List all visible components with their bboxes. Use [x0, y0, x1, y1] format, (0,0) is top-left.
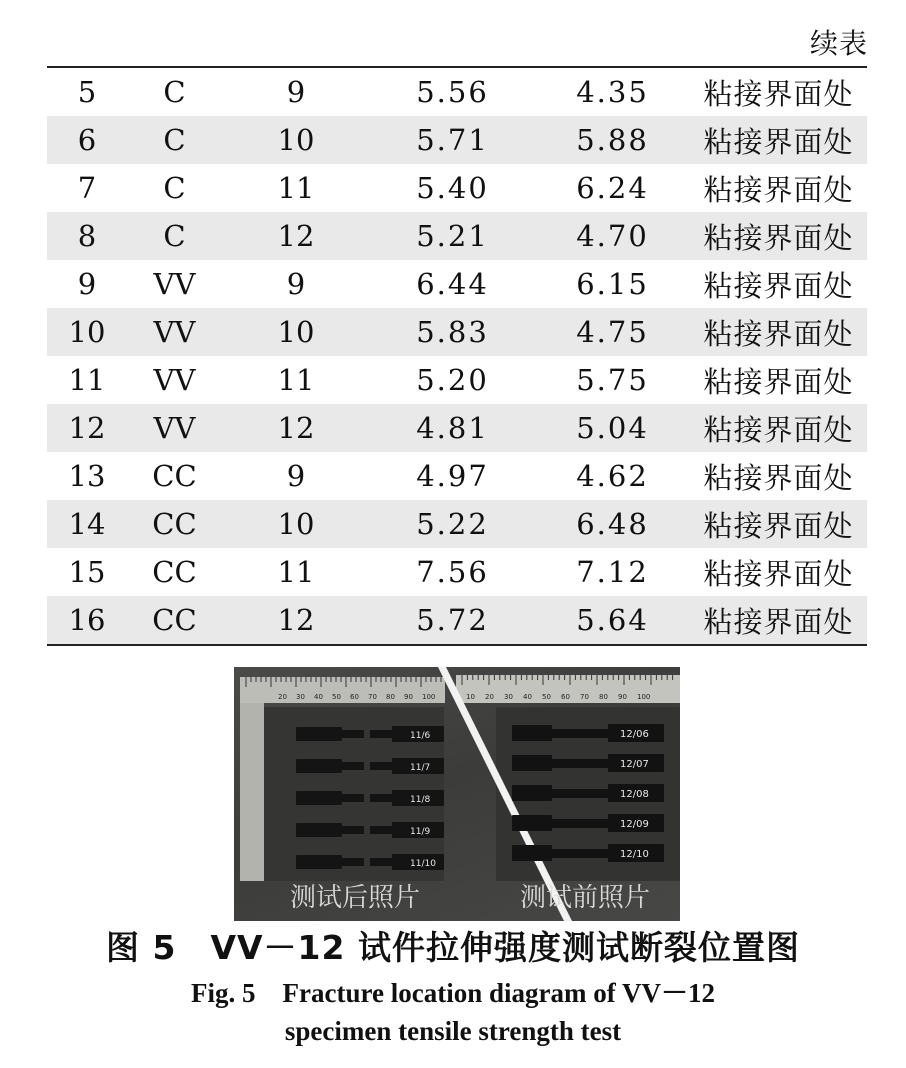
- ruler-tick-label: 20: [278, 693, 287, 701]
- table-cell-v2: 6.48: [576, 507, 649, 541]
- table-cell-v1: 5.72: [416, 603, 489, 637]
- table-cell-specimen: 9: [286, 267, 306, 301]
- table-cell-location: 粘接界面处: [703, 124, 854, 159]
- table-cell-no: 7: [77, 171, 97, 205]
- specimen-left-neck: [342, 794, 364, 802]
- ruler-tick-label: 70: [580, 693, 589, 701]
- specimen-left-neck: [342, 730, 364, 738]
- table-row: [47, 68, 867, 116]
- table-cell-group: C: [163, 219, 186, 253]
- table-cell-no: 16: [68, 603, 106, 637]
- table-cell-location: 粘接界面处: [703, 364, 854, 399]
- table-cell-no: 13: [68, 459, 106, 493]
- specimen-left-part: [296, 823, 342, 837]
- table-cell-no: 15: [68, 555, 106, 589]
- table-cell-specimen: 12: [277, 411, 315, 445]
- specimen-label: 12/06: [620, 729, 649, 740]
- specimen-gauge: [552, 759, 608, 768]
- specimen-right-neck: [370, 826, 392, 834]
- table-cell-v2: 5.64: [576, 603, 649, 637]
- table-cell-group: C: [163, 171, 186, 205]
- table-cell-location: 粘接界面处: [703, 604, 854, 639]
- ruler-tick-label: 20: [485, 693, 494, 701]
- table-cell-v1: 5.56: [416, 75, 489, 109]
- ruler-tick-label: 60: [561, 693, 570, 701]
- figure-caption-en-line2: specimen tensile strength test: [284, 1016, 622, 1046]
- table-row: [47, 596, 867, 644]
- specimen-left-part: [296, 727, 342, 741]
- specimen-left-part: [296, 791, 342, 805]
- table-cell-group: VV: [153, 315, 196, 349]
- table-cell-no: 10: [68, 315, 106, 349]
- specimen-right-neck: [370, 730, 392, 738]
- table-cell-group: CC: [152, 603, 197, 637]
- table-cell-no: 6: [77, 123, 97, 157]
- specimen-right-neck: [370, 858, 392, 866]
- specimen-label: 11/7: [410, 763, 431, 773]
- table-cell-location: 粘接界面处: [703, 556, 854, 591]
- specimen-left-neck: [342, 826, 364, 834]
- specimen-left-part: [296, 855, 342, 869]
- table-cell-v2: 4.35: [576, 75, 649, 109]
- table-row: [47, 452, 867, 500]
- ruler-vertical: [240, 703, 264, 881]
- table-cell-location: 粘接界面处: [703, 508, 854, 543]
- specimen-left-neck: [342, 858, 364, 866]
- table-cell-v1: 5.71: [416, 123, 489, 157]
- table-row: [47, 164, 867, 212]
- ruler-tick-label: 10: [466, 693, 475, 701]
- table-cell-v1: 6.44: [416, 267, 489, 301]
- table-cell-group: C: [163, 123, 186, 157]
- specimen-label: 12/07: [620, 759, 649, 770]
- table-cell-location: 粘接界面处: [703, 412, 854, 447]
- ruler-tick-label: 40: [314, 693, 323, 701]
- table-cell-no: 12: [68, 411, 106, 445]
- table-row: [47, 260, 867, 308]
- specimen-grip-left: [512, 785, 552, 801]
- specimen-label: 12/08: [620, 789, 649, 800]
- table-cell-v2: 4.62: [576, 459, 649, 493]
- table-cell-v1: 5.21: [416, 219, 489, 253]
- specimen-label: 11/8: [410, 795, 431, 805]
- table-cell-v1: 5.20: [416, 363, 489, 397]
- table-cell-no: 5: [77, 75, 97, 109]
- photo-caption-after: 测试后照片: [290, 883, 421, 913]
- ruler-tick-label: 50: [332, 693, 341, 701]
- table-cell-v1: 5.22: [416, 507, 489, 541]
- table-cell-v2: 5.04: [576, 411, 649, 445]
- table-cell-v2: 4.70: [576, 219, 649, 253]
- continued-table-label: 续表: [809, 27, 868, 60]
- specimen-left-neck: [342, 762, 364, 770]
- table-cell-group: CC: [152, 459, 197, 493]
- figure-caption-cn: 图 5 VV－12 试件拉伸强度测试断裂位置图: [106, 928, 800, 967]
- table-row: [47, 356, 867, 404]
- table-cell-specimen: 11: [277, 555, 315, 589]
- table-cell-location: 粘接界面处: [703, 172, 854, 207]
- specimen-photo: [234, 667, 680, 921]
- table-cell-v2: 7.12: [576, 555, 649, 589]
- table-row: [47, 308, 867, 356]
- table-cell-v2: 6.24: [576, 171, 649, 205]
- ruler-tick-label: 40: [523, 693, 532, 701]
- ruler-tick-label: 30: [504, 693, 513, 701]
- specimen-gauge: [552, 789, 608, 798]
- table-cell-v2: 5.75: [576, 363, 649, 397]
- ruler-tick-label: 70: [368, 693, 377, 701]
- specimen-gauge: [552, 849, 608, 858]
- table-cell-no: 14: [68, 507, 106, 541]
- specimen-grip-left: [512, 755, 552, 771]
- table-cell-group: VV: [153, 411, 196, 445]
- table-cell-specimen: 9: [286, 75, 306, 109]
- table-cell-specimen: 11: [277, 171, 315, 205]
- table-cell-specimen: 12: [277, 603, 315, 637]
- table-cell-no: 8: [77, 219, 97, 253]
- specimen-left-part: [296, 759, 342, 773]
- specimen-grip-left: [512, 845, 552, 861]
- specimen-gauge: [552, 819, 608, 828]
- table-row: [47, 404, 867, 452]
- table-cell-group: VV: [153, 363, 196, 397]
- specimen-label: 12/10: [620, 849, 649, 860]
- ruler-tick-label: 30: [296, 693, 305, 701]
- ruler-tick-label: 100: [637, 693, 651, 701]
- table-cell-no: 11: [68, 363, 106, 397]
- specimen-grip-left: [512, 725, 552, 741]
- ruler-tick-label: 60: [350, 693, 359, 701]
- photo-caption-before: 测试前照片: [520, 883, 651, 913]
- ruler-tick-label: 50: [542, 693, 551, 701]
- table-cell-group: VV: [153, 267, 196, 301]
- table-row: [47, 116, 867, 164]
- specimen-label: 11/10: [410, 859, 436, 869]
- ruler-tick-label: 80: [599, 693, 608, 701]
- data-table: [47, 66, 867, 646]
- table-cell-specimen: 9: [286, 459, 306, 493]
- ruler-tick-label: 80: [386, 693, 395, 701]
- table-cell-v2: 6.15: [576, 267, 649, 301]
- specimen-label: 12/09: [620, 819, 649, 830]
- ruler-tick-label: 90: [618, 693, 627, 701]
- figure-caption-en-line1: Fig. 5 Fracture location diagram of VV－12: [191, 978, 715, 1008]
- table-cell-specimen: 10: [277, 315, 315, 349]
- specimen-grip-left: [512, 815, 552, 831]
- table-cell-location: 粘接界面处: [703, 220, 854, 255]
- specimen-label: 11/6: [410, 731, 431, 741]
- specimen-label: 11/9: [410, 827, 431, 837]
- table-cell-v1: 7.56: [416, 555, 489, 589]
- table-cell-v1: 5.83: [416, 315, 489, 349]
- table-cell-v2: 4.75: [576, 315, 649, 349]
- table-cell-specimen: 10: [277, 507, 315, 541]
- table-cell-location: 粘接界面处: [703, 316, 854, 351]
- table-cell-group: CC: [152, 555, 197, 589]
- figure-caption-en: [0, 974, 906, 1050]
- specimen-right-neck: [370, 762, 392, 770]
- table-cell-v1: 5.40: [416, 171, 489, 205]
- table-cell-v1: 4.97: [416, 459, 489, 493]
- table-cell-group: CC: [152, 507, 197, 541]
- ruler-tick-label: 90: [404, 693, 413, 701]
- specimen-gauge: [552, 729, 608, 738]
- table-row: [47, 548, 867, 596]
- table-cell-location: 粘接界面处: [703, 268, 854, 303]
- table-cell-location: 粘接界面处: [703, 76, 854, 111]
- table-cell-v1: 4.81: [416, 411, 489, 445]
- specimen-right-neck: [370, 794, 392, 802]
- table-cell-v2: 5.88: [576, 123, 649, 157]
- table-cell-location: 粘接界面处: [703, 460, 854, 495]
- table-cell-specimen: 10: [277, 123, 315, 157]
- table-cell-specimen: 11: [277, 363, 315, 397]
- table-cell-group: C: [163, 75, 186, 109]
- table-cell-no: 9: [77, 267, 97, 301]
- table-row: [47, 212, 867, 260]
- table-cell-specimen: 12: [277, 219, 315, 253]
- ruler-tick-label: 100: [422, 693, 436, 701]
- table-row: [47, 500, 867, 548]
